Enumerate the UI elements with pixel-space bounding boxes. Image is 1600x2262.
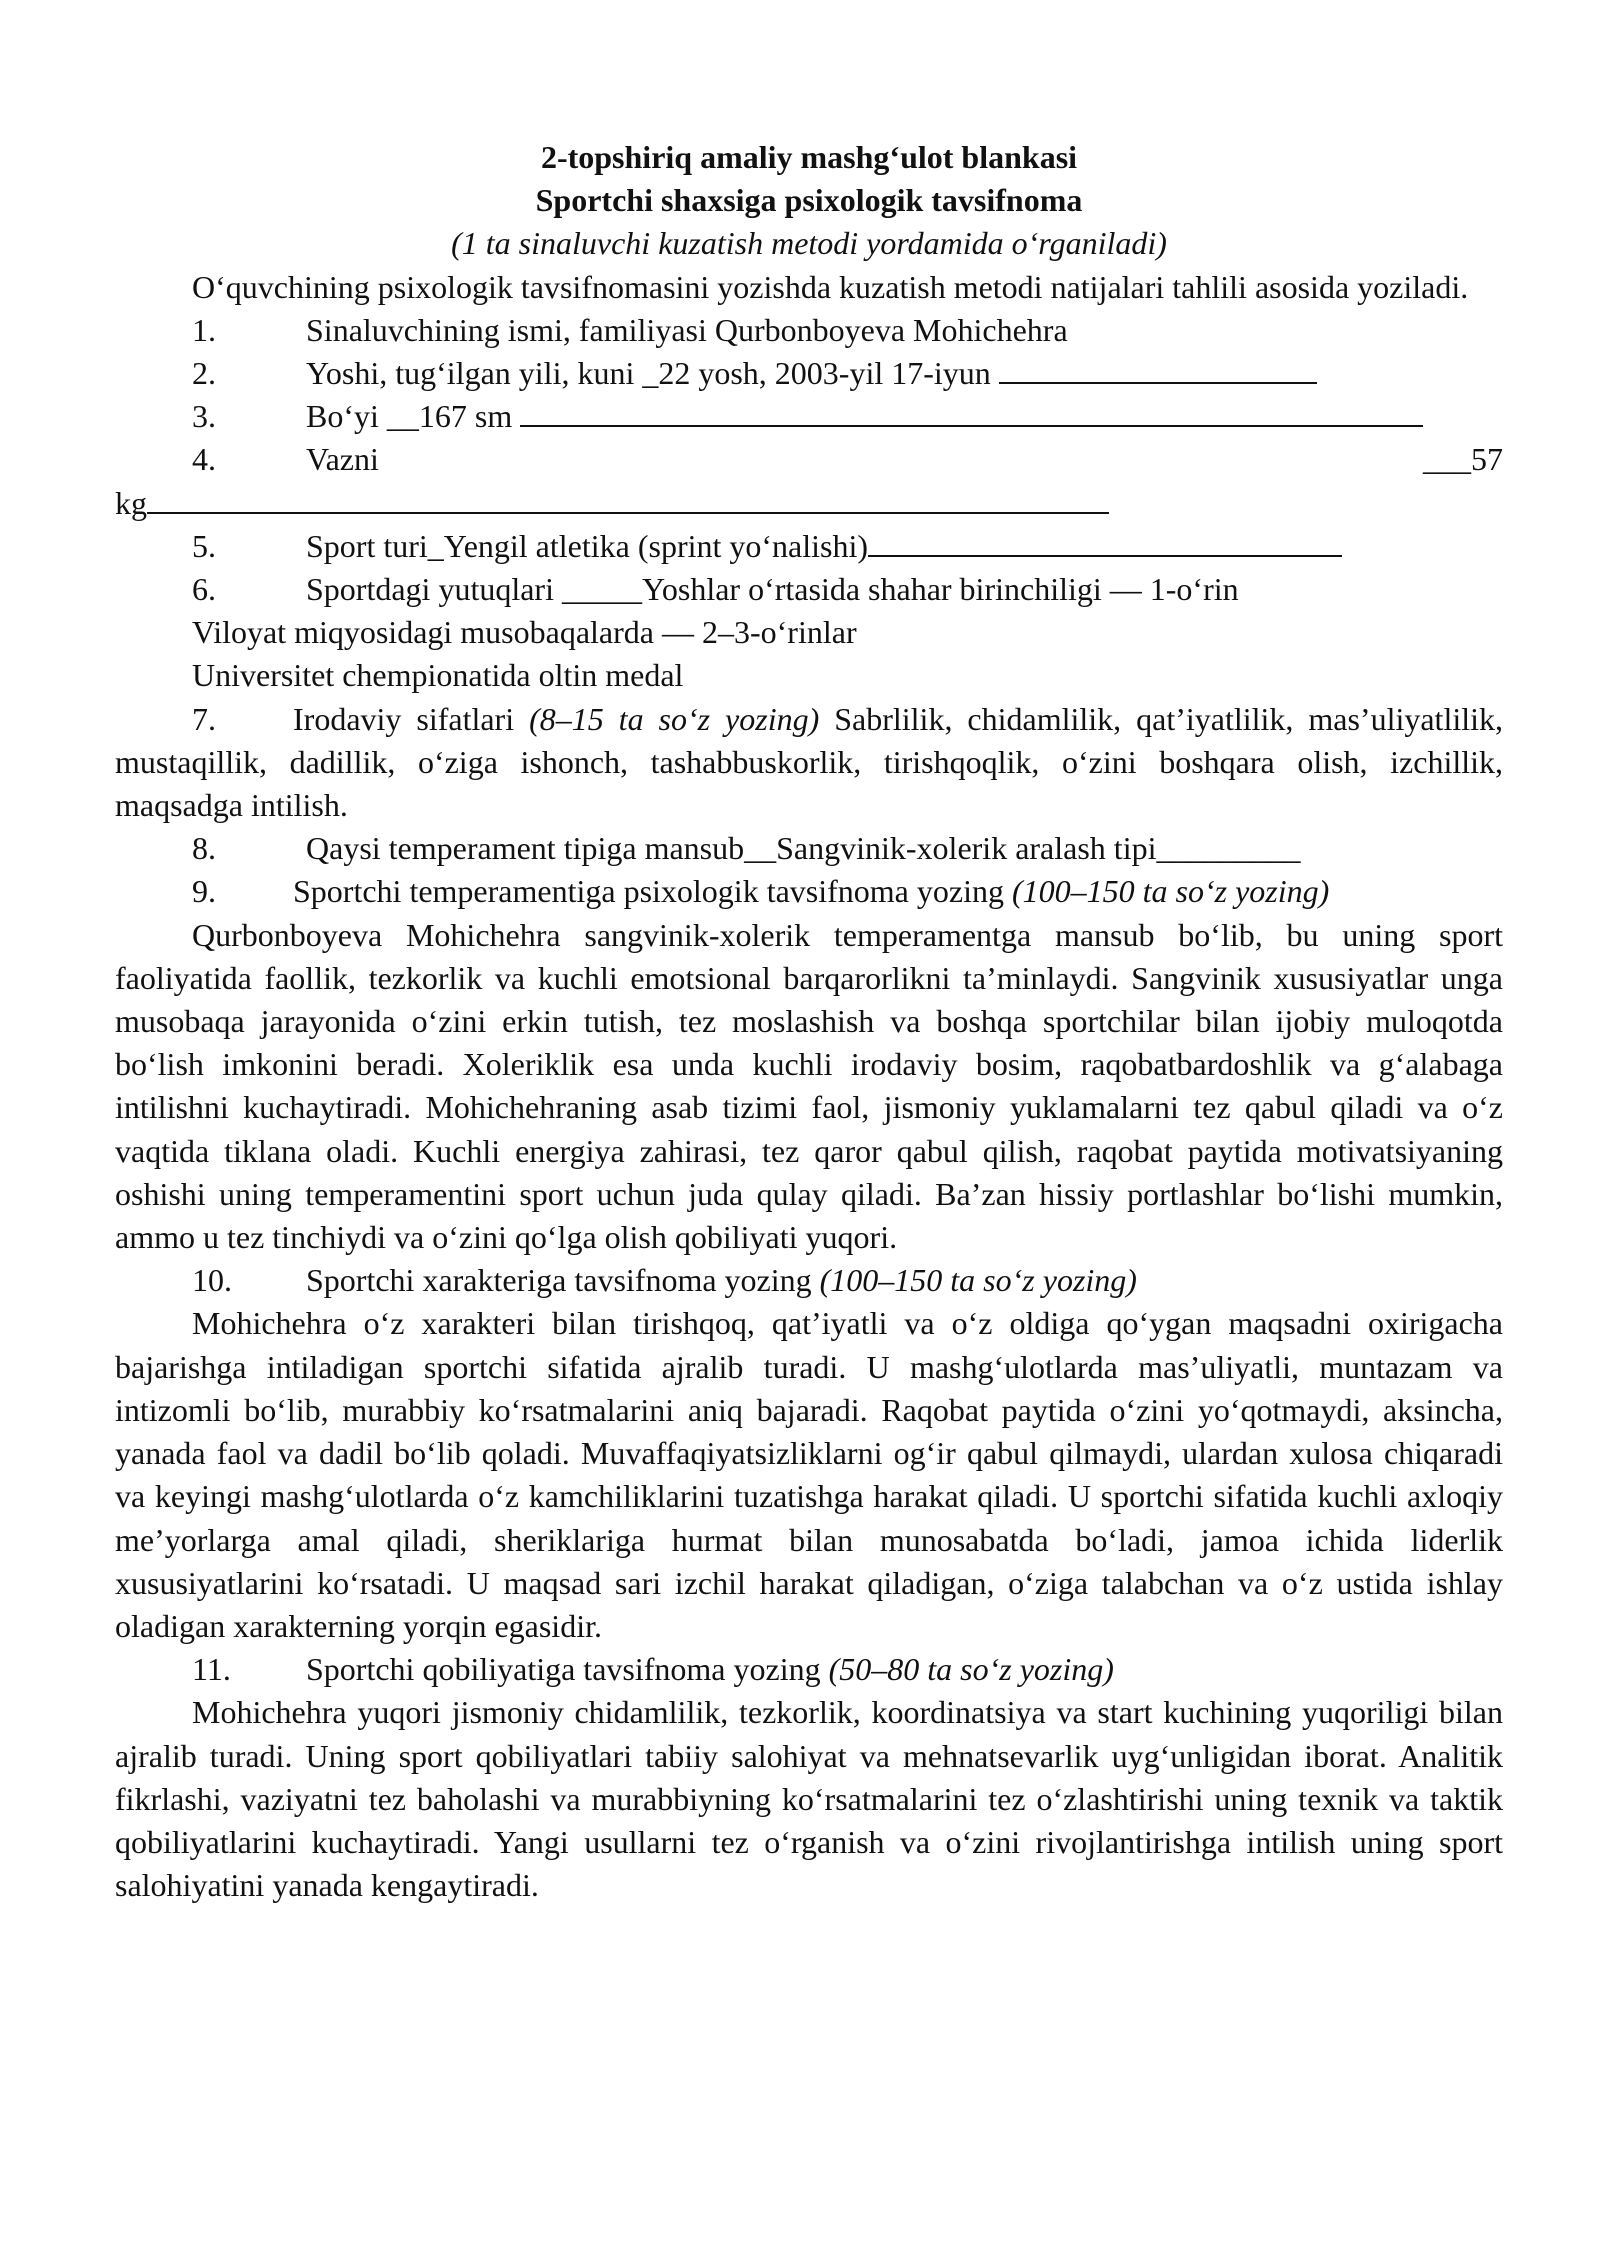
item-5 [115, 525, 1503, 568]
item-number: 3. [192, 398, 216, 435]
weight-value: ___57 [1423, 441, 1503, 478]
item-label: Irodaviy sifatlari [293, 700, 530, 737]
weight-unit-line [115, 482, 1503, 525]
item-label: Vazni [306, 441, 379, 478]
item-text: Sinaluvchining ismi, familiyasi Qurbonboyeva Mohichehra [306, 311, 1068, 348]
item-label: Sportchi qobiliyatiga tavsifnoma yozing [306, 1651, 829, 1688]
item-1 [115, 309, 1503, 352]
item-text: Sport turi_Yengil atletika (sprint yo‘nalishi) [306, 527, 869, 564]
item-11 [115, 1648, 1503, 1691]
answer-blank [520, 395, 1423, 427]
item-label: Sportchi temperamentiga psixologik tavsifnoma yozing [293, 873, 1012, 910]
item-4 [115, 438, 1503, 481]
item-hint: (100–150 ta so‘z yozing) [819, 1262, 1137, 1299]
item-6 [115, 568, 1503, 611]
achievement-line: Viloyat miqyosidagi musobaqalarda — 2–3-o‘rinlar [192, 614, 857, 651]
item-text: Bo‘yi __167 sm [306, 398, 521, 435]
item-number: 6. [192, 571, 216, 608]
item-number: 1. [192, 311, 216, 348]
item-2 [115, 352, 1503, 395]
ability-answer: Mohichehra yuqori jismoniy chidamlilik, tezkorlik, koordinatsiya va start kuchining yuqoriligi bilan ajralib turadi. Uning sport qobiliyatlari tabiiy salohiyat va mehnatsevarlik uyg‘unligidan iborat. Analitik fikrlashi, vaziyatni tez baholashi va murabbiyning ko‘rsatmalarini tez o‘zlashtirishi uning texnik va taktik qobiliyatlarini kuchaytiradi. Yangi usullarni tez o‘rganish va o‘zini rivojlantirishga intilish uning sport salohiyatini yanada kengaytiradi. [115, 1694, 1503, 1904]
item-label: Sportchi xarakteriga tavsifnoma yozing [306, 1262, 820, 1299]
item-hint: (8–15 ta so‘z yozing) [529, 700, 820, 737]
item-number: 2. [192, 355, 216, 392]
achievement-line: Universitet chempionatida oltin medal [192, 657, 684, 694]
item-number: 5. [192, 527, 216, 564]
item-number: 11. [192, 1651, 231, 1688]
item-text: Sportdagi yutuqlari _____Yoshlar o‘rtasida shahar birinchiligi — 1-o‘rin [306, 571, 1239, 608]
temperament-answer: Qurbonboyeva Mohichehra sangvinik-xolerik temperamentga mansub bo‘lib, bu uning sport faoliyatida faollik, tezkorlik va kuchli emotsional barqarorlikni ta’minlaydi. Sangvinik xususiyatlar unga musobaqa jarayonida o‘zini erkin tutish, tez moslashish va boshqa sportchilar bilan ijobiy muloqotda bo‘lish imkonini beradi. Xoleriklik esa unda kuchli irodaviy bosim, raqobatbardoshlik va g‘alabaga intilishni kuchaytiradi. Mohichehraning asab tizimi faol, jismoniy yuklamalarni tez qabul qiladi va o‘z vaqtida tiklana oladi. Kuchli energiya zahirasi, tez qaror qabul qilish, raqobat paytida motivatsiyaning oshishi uning temperamentini sport uchun juda qulay qiladi. Ba’zan hissiy portlashlar bo‘lishi mumkin, ammo u tez tinchiydi va o‘zini qo‘lga olish qobiliyati yuqori. [115, 916, 1503, 1256]
item-number: 4. [192, 441, 216, 478]
answer-blank [147, 482, 1109, 514]
item-8 [115, 827, 1503, 870]
item-9 [115, 870, 1503, 913]
intro-paragraph: O‘quvchining psixologik tavsifnomasini yozishda kuzatish metodi natijalari tahlili asosida yoziladi. [192, 268, 1469, 305]
item-number: 7. [192, 700, 216, 737]
item-text: Yoshi, tug‘ilgan yili, kuni _22 yosh, 2003-yil 17-iyun [306, 355, 999, 392]
answer-blank [999, 352, 1317, 384]
item-hint: (100–150 ta so‘z yozing) [1011, 873, 1330, 910]
character-answer: Mohichehra o‘z xarakteri bilan tirishqoq, qat’iyatli va o‘z oldiga qo‘ygan maqsadni oxirigacha bajarishga intiladigan sportchi sifatida ajralib turadi. U mashg‘ulotlarda mas’uliyatli, muntazam va intizomli bo‘lib, murabbiy ko‘rsatmalarini aniq bajaradi. Raqobat paytida o‘zini yo‘qotmaydi, aksincha, yanada faol va dadil bo‘lib qoladi. Muvaffaqiyatsizliklarni og‘ir qabul qilmaydi, ulardan xulosa chiqaradi va keyingi mashg‘ulotlarda o‘z kamchiliklarini tuzatishga harakat qiladi. U sportchi sifatida kuchli axloqiy me’yorlarga amal qiladi, sheriklariga hurmat bilan munosabatda bo‘ladi, jamoa ichida liderlik xususiyatlarini ko‘rsatadi. U maqsad sari izchil harakat qiladigan, o‘ziga talabchan va o‘z ustida ishlay oladigan xarakterning yorqin egasidir. [115, 1305, 1503, 1644]
item-number: 10. [192, 1262, 232, 1299]
document-note: (1 ta sinaluvchi kuzatish metodi yordamida o‘rganiladi) [451, 225, 1167, 262]
answer-blank [868, 525, 1342, 557]
weight-unit: kg [115, 484, 147, 521]
item-answer: Sabrlilik, chidamlilik, qat’iyatlilik, mas’uliyatlilik, mustaqillik, dadillik, o‘ziga ishonch, tashabbuskorlik, tirishqoqlik, o‘zini boshqara olish, izchillik, maqsadga intilish. [115, 700, 1504, 824]
document-title: 2-topshiriq amaliy mashg‘ulot blankasi [540, 139, 1078, 175]
item-3 [115, 395, 1503, 438]
item-text: Qaysi temperament tipiga mansub__Sangvinik-xolerik aralash tipi_________ [306, 830, 1301, 867]
item-number: 9. [192, 873, 216, 910]
item-10 [115, 1259, 1503, 1302]
item-hint: (50–80 ta so‘z yozing) [828, 1651, 1114, 1688]
document-subtitle: Sportchi shaxsiga psixologik tavsifnoma [535, 182, 1083, 219]
item-7 [115, 698, 1503, 828]
item-number: 8. [192, 830, 216, 867]
